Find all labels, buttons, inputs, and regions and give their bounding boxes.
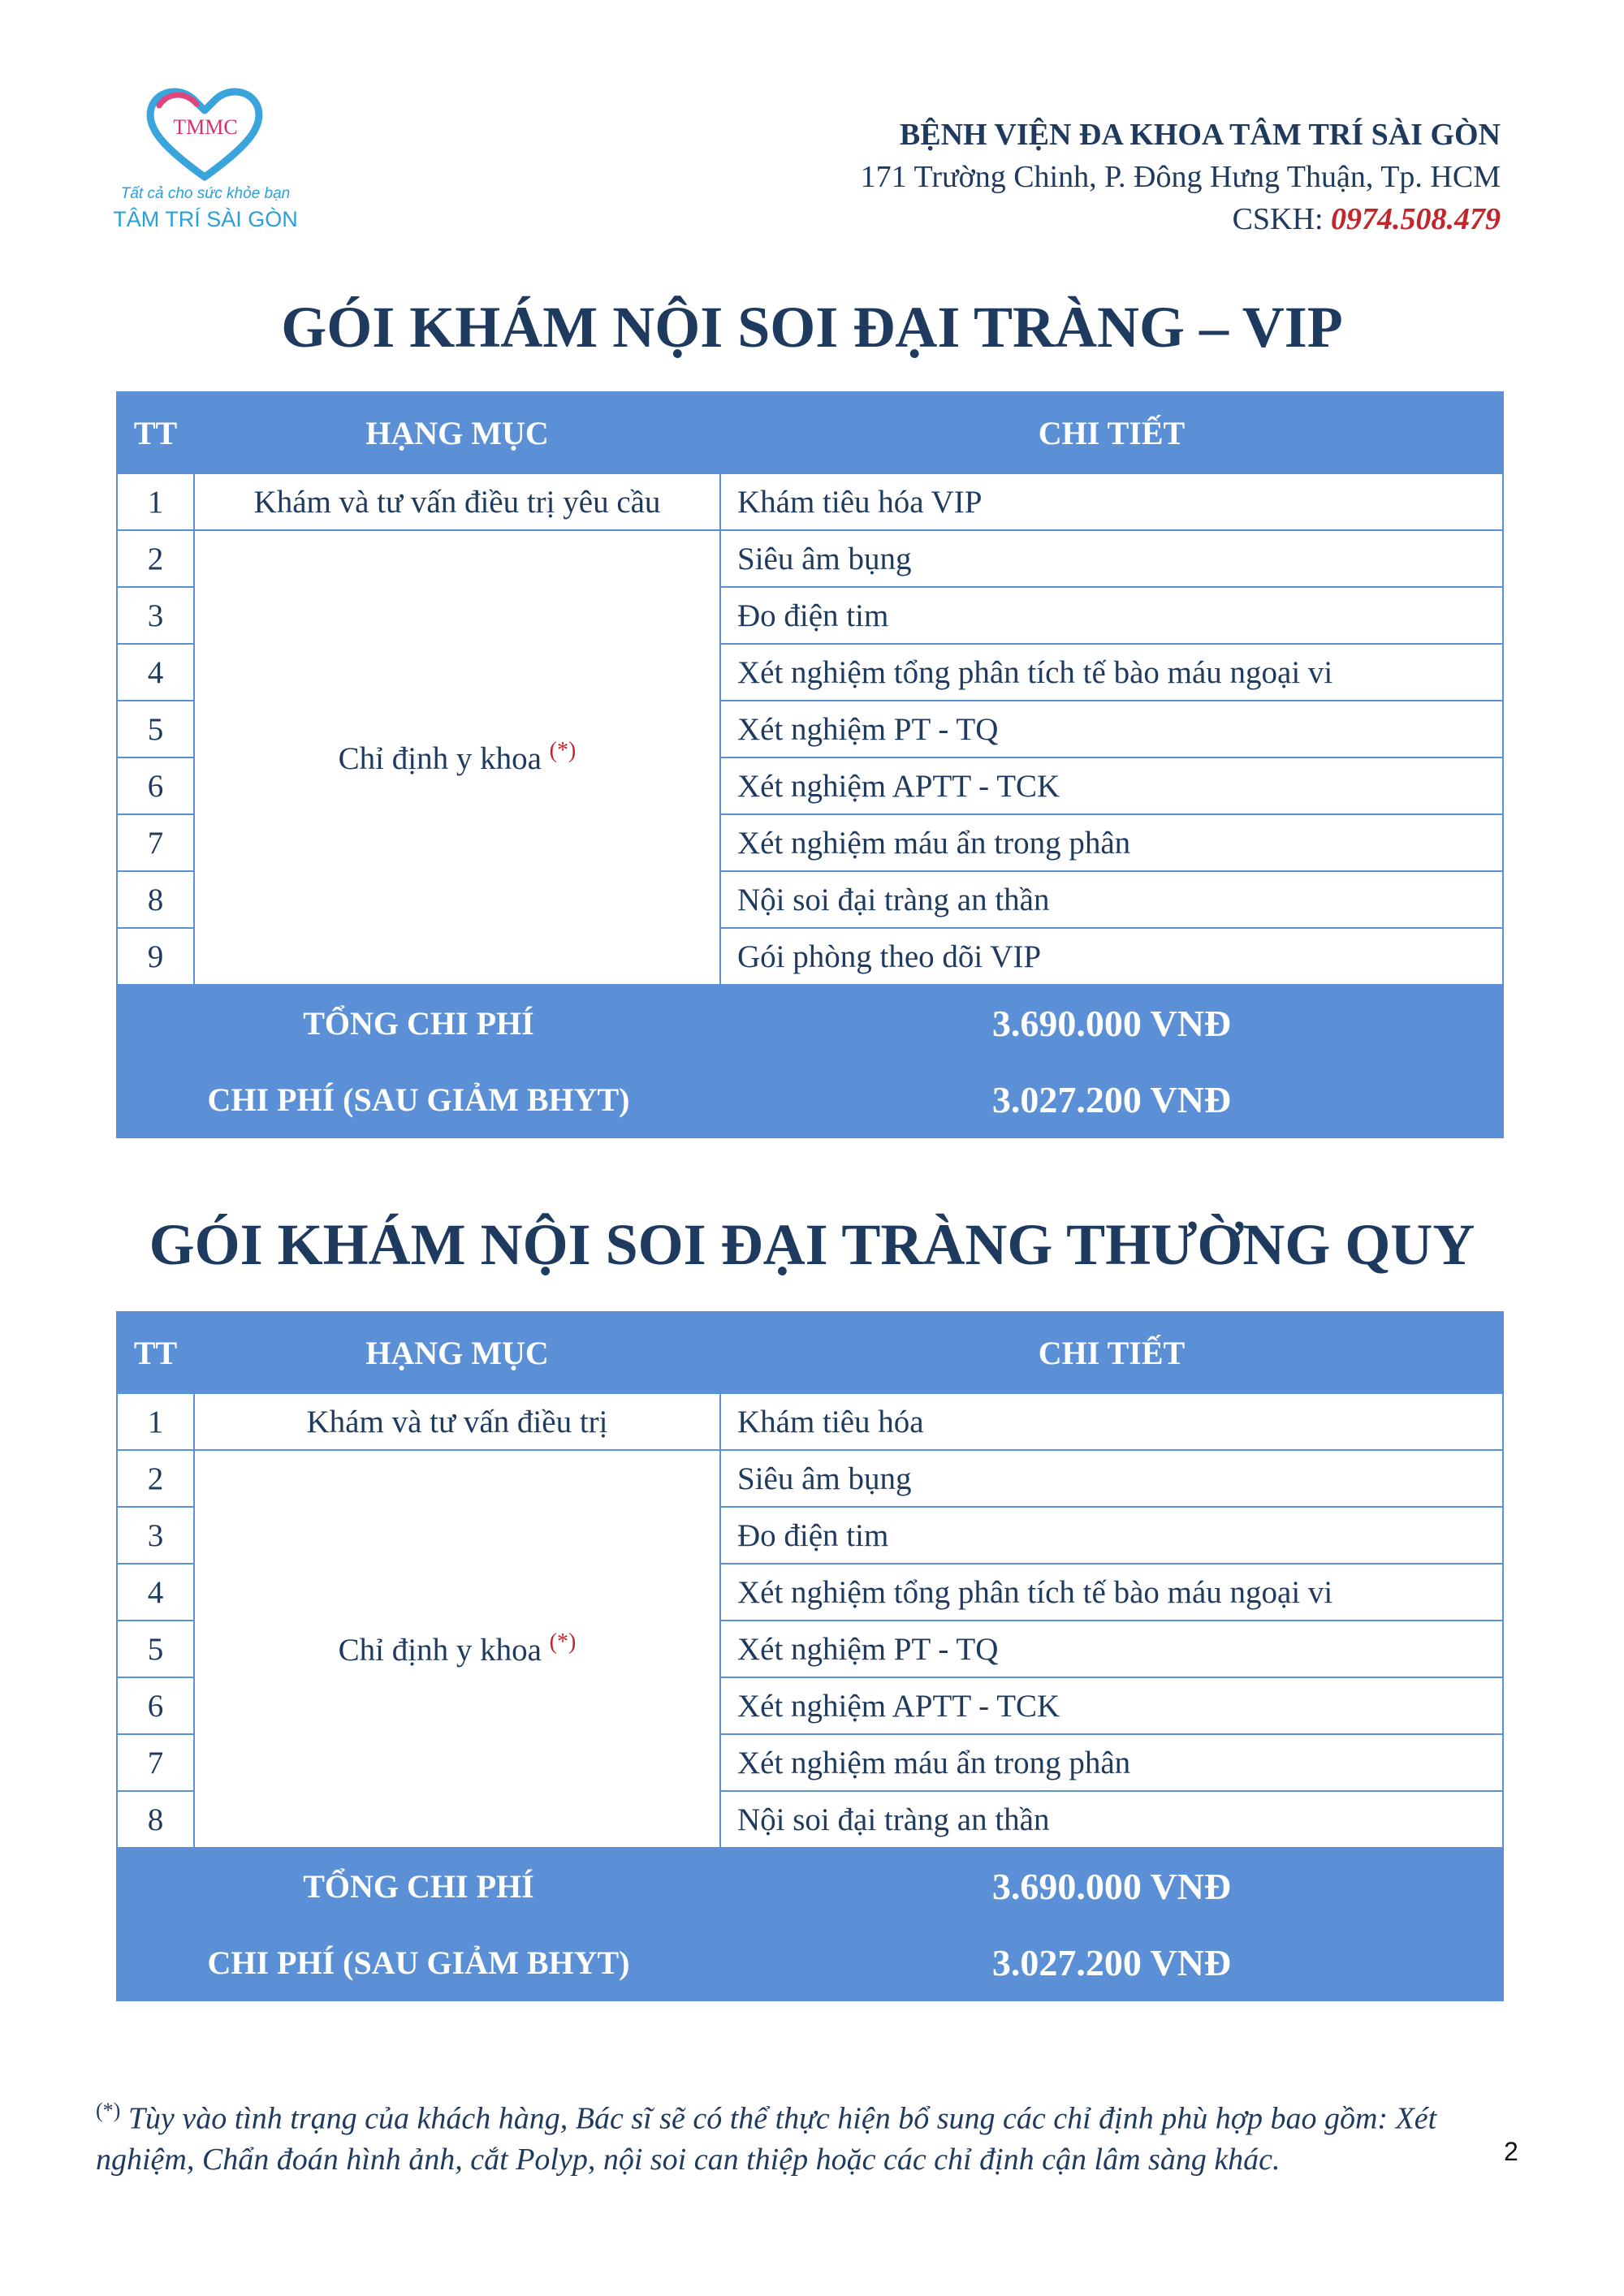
after-insurance-row	[117, 1924, 1503, 2000]
table-header-row	[117, 1312, 1503, 1393]
row-detail: Xét nghiệm tổng phân tích tế bào máu ngoại vi	[720, 1564, 1503, 1621]
row-detail: Nội soi đại tràng an thần	[720, 871, 1503, 928]
package-title-standard: GÓI KHÁM NỘI SOI ĐẠI TRÀNG THƯỜNG QUY	[149, 1212, 1475, 1277]
row-number: 4	[117, 1564, 194, 1621]
row-number: 9	[117, 928, 194, 985]
row-number: 1	[117, 473, 194, 530]
row-number: 6	[117, 1677, 194, 1734]
row-category: Khám và tư vấn điều trị	[194, 1393, 720, 1450]
hotline-number[interactable]: 0974.508.479	[1331, 202, 1501, 236]
footnote	[96, 2091, 1492, 2180]
row-detail: Gói phòng theo dõi VIP	[720, 928, 1503, 985]
row-detail: Đo điện tim	[720, 587, 1503, 644]
row-category: Khám và tư vấn điều trị yêu cầu	[194, 473, 720, 530]
hospital-logo	[112, 81, 299, 235]
row-number: 8	[117, 1791, 194, 1848]
footnote-marker: (*)	[549, 1629, 577, 1655]
row-number: 3	[117, 587, 194, 644]
row-detail: Xét nghiệm PT - TQ	[720, 1621, 1503, 1677]
row-detail: Nội soi đại tràng an thần	[720, 1791, 1503, 1848]
row-number: 6	[117, 757, 194, 814]
cskh-label: CSKH:	[1232, 202, 1331, 236]
row-category: Chỉ định y khoa	[338, 741, 550, 776]
package-table-vip	[116, 391, 1504, 1138]
row-detail: Xét nghiệm máu ẩn trong phân	[720, 814, 1503, 871]
row-detail: Xét nghiệm máu ẩn trong phân	[720, 1734, 1503, 1791]
header-category: HẠNG MỤC	[194, 392, 720, 473]
hospital-info	[861, 114, 1501, 240]
row-number: 3	[117, 1507, 194, 1564]
table-row	[117, 473, 1503, 530]
row-category: Chỉ định y khoa	[338, 1633, 550, 1668]
row-number: 5	[117, 701, 194, 757]
footnote-text: Tùy vào tình trạng của khách hàng, Bác sĩ sẽ có thể thực hiện bổ sung các chỉ định phù hợp bao gồm: Xét nghiệm, Chẩn đoán hình ảnh, cắt Polyp, nội soi can thiệp hoặc các chỉ định cận lâm sàng khác.	[96, 2101, 1437, 2177]
row-detail: Siêu âm bụng	[720, 530, 1503, 587]
after-insurance-label: CHI PHÍ (SAU GIẢM BHYT)	[117, 1061, 720, 1137]
row-detail: Đo điện tim	[720, 1507, 1503, 1564]
row-number: 5	[117, 1621, 194, 1677]
header-category: HẠNG MỤC	[194, 1312, 720, 1393]
row-number: 7	[117, 814, 194, 871]
after-insurance-label: CHI PHÍ (SAU GIẢM BHYT)	[117, 1924, 720, 2000]
total-label: TỔNG CHI PHÍ	[117, 1848, 720, 1924]
total-value: 3.690.000 VNĐ	[720, 985, 1503, 1061]
total-value: 3.690.000 VNĐ	[720, 1848, 1503, 1924]
logo-name: TÂM TRÍ SÀI GÒN	[113, 207, 298, 231]
table-row	[117, 1450, 1503, 1507]
header-detail: CHI TIẾT	[720, 1312, 1503, 1393]
logo-abbreviation: TMMC	[173, 115, 238, 139]
table-row	[117, 530, 1503, 587]
header-detail: CHI TIẾT	[720, 392, 1503, 473]
after-insurance-row	[117, 1061, 1503, 1137]
row-detail: Xét nghiệm tổng phân tích tế bào máu ngoại vi	[720, 644, 1503, 701]
row-number: 4	[117, 644, 194, 701]
hospital-hotline	[861, 198, 1501, 240]
total-row	[117, 985, 1503, 1061]
footnote-marker: (*)	[96, 2099, 121, 2122]
row-detail: Xét nghiệm PT - TQ	[720, 701, 1503, 757]
row-detail: Khám tiêu hóa	[720, 1393, 1503, 1450]
package-title-vip: GÓI KHÁM NỘI SOI ĐẠI TRÀNG – VIP	[281, 295, 1343, 360]
row-detail: Xét nghiệm APTT - TCK	[720, 757, 1503, 814]
logo-slogan: Tất cả cho sức khỏe bạn	[120, 185, 291, 202]
header-tt: TT	[117, 1312, 194, 1393]
row-detail: Siêu âm bụng	[720, 1450, 1503, 1507]
header-tt: TT	[117, 392, 194, 473]
table-header-row	[117, 392, 1503, 473]
medical-indication-cell	[194, 530, 720, 985]
total-label: TỔNG CHI PHÍ	[117, 985, 720, 1061]
after-insurance-value: 3.027.200 VNĐ	[720, 1924, 1503, 2000]
page-number: 2	[1504, 2137, 1518, 2166]
row-number: 7	[117, 1734, 194, 1791]
row-number: 2	[117, 530, 194, 587]
after-insurance-value: 3.027.200 VNĐ	[720, 1061, 1503, 1137]
package-table-standard	[116, 1311, 1504, 2001]
hospital-name: BỆNH VIỆN ĐA KHOA TÂM TRÍ SÀI GÒN	[899, 118, 1501, 152]
medical-indication-cell	[194, 1450, 720, 1848]
row-number: 8	[117, 871, 194, 928]
total-row	[117, 1848, 1503, 1924]
row-number: 2	[117, 1450, 194, 1507]
row-detail: Khám tiêu hóa VIP	[720, 473, 1503, 530]
row-number: 1	[117, 1393, 194, 1450]
table-row	[117, 1393, 1503, 1450]
row-detail: Xét nghiệm APTT - TCK	[720, 1677, 1503, 1734]
footnote-marker: (*)	[549, 738, 577, 763]
hospital-address: 171 Trường Chinh, P. Đông Hưng Thuận, Tp. HCM	[860, 160, 1501, 194]
